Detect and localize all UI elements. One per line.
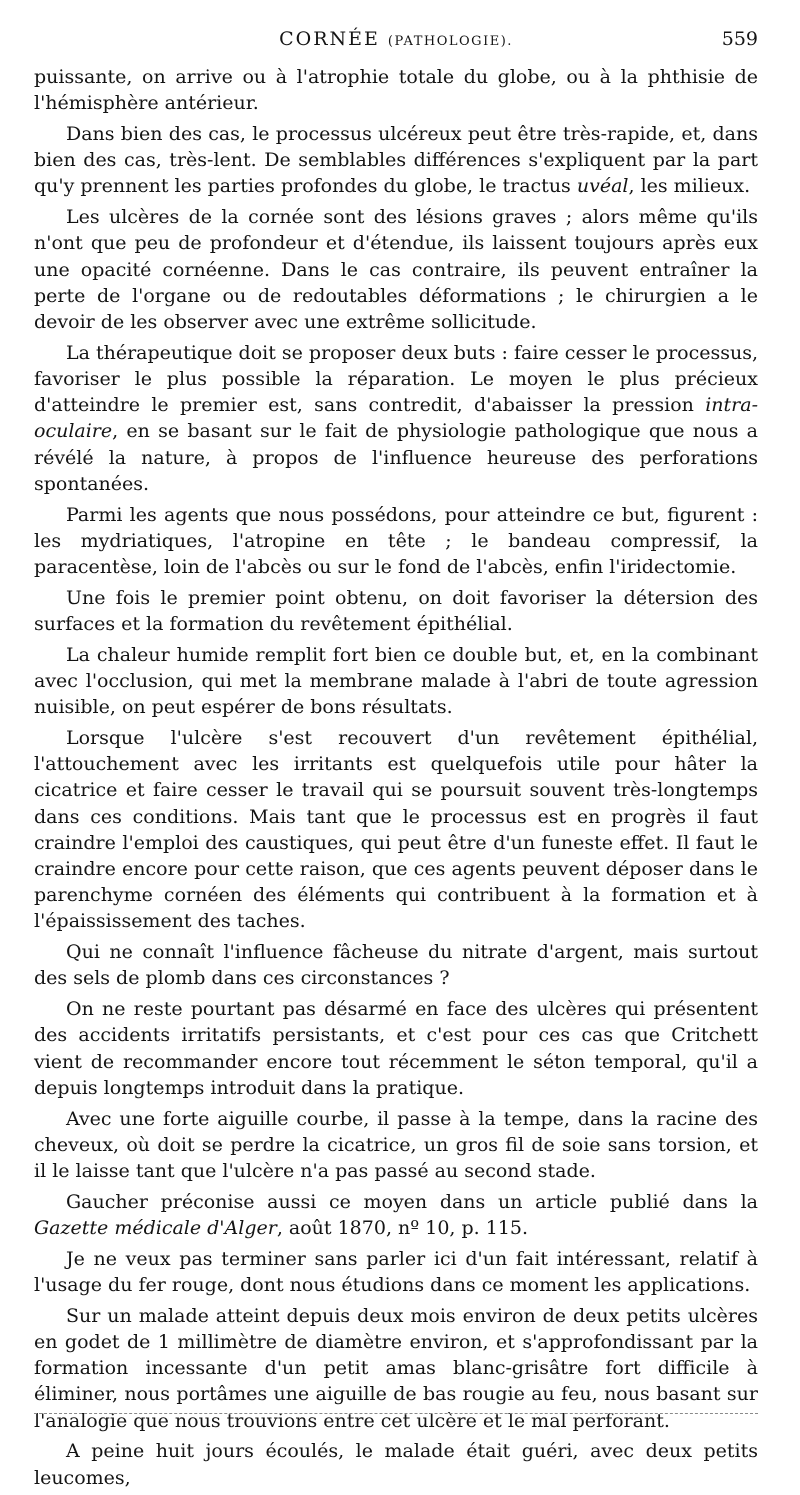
paragraph-text: puissante, on arrive ou à l'atrophie totale du globe, ou à la phthisie de l'hémisphère antérieur. bbox=[34, 66, 758, 115]
paragraph-text-after: , les milieux. bbox=[628, 175, 751, 198]
paragraph bbox=[34, 1189, 758, 1241]
paragraph-text: Dans bien des cas, le processus ulcéreux peut être très-rapide, et, dans bien des cas, très-lent. De semblables différences s'expliquent par la part qu'y prennent les parties profondes du globe, le tractus bbox=[34, 123, 758, 198]
paragraph bbox=[34, 64, 758, 116]
paragraph-text: Une fois le premier point obtenu, on doit favoriser la détersion des surfaces et la formation du revêtement épithélial. bbox=[34, 586, 758, 636]
paragraph bbox=[34, 585, 758, 637]
paragraph-text: On ne reste pourtant pas désarmé en face des ulcères qui présentent des accidents irritatifs persistants, et c'est pour ces cas que Critchett vient de recommander encore tout récemment le séton temporal, qu'il a depuis longtemps introduit dans la pratique. bbox=[34, 998, 758, 1099]
paragraph bbox=[34, 1246, 758, 1298]
italic-term: intra-oculaire bbox=[34, 394, 758, 443]
paragraph-text: Lorsque l'ulcère s'est recouvert d'un revêtement épithélial, l'attouchement avec les irritants est quelquefois utile pour hâter la cicatrice et faire cesser le travail qui se poursuit souvent très-longtemps dans ces conditions. Mais tant que le processus est en progrès il faut craindre l'emploi des caustiques, qui peut être d'un funeste effet. Il faut le craindre encore pour cette raison, que ces agents peuvent déposer dans le parenchyme cornéen des éléments qui contribuent à la formation et à l'épaississement des taches. bbox=[34, 727, 758, 933]
paragraph bbox=[34, 1303, 758, 1434]
page-number: 559 bbox=[721, 28, 758, 50]
body-text bbox=[34, 64, 758, 1495]
italic-journal-title: Gazette médicale d'Alger bbox=[34, 1217, 277, 1240]
paragraph-text: Parmi les agents que nous possédons, pour atteindre ce but, figurent : les mydriatiques, l'atropine en tête ; le bandeau compressif, la paracentèse, loin de l'abcès ou sur le fond de l'abcès, enfin l'iridectomie. bbox=[34, 503, 758, 579]
paragraph bbox=[34, 1438, 758, 1490]
header-subtitle: (PATHOLOGIE). bbox=[387, 34, 513, 49]
header-title: CORNÉE bbox=[279, 28, 380, 50]
paragraph-text: La thérapeutique doit se proposer deux buts : faire cesser le processus, favoriser le plus possible la réparation. Le moyen le plus précieux d'atteindre le premier est, sans contredit, d'abaisser la pression bbox=[34, 341, 759, 417]
paragraph-text: Avec une forte aiguille courbe, il passe à la tempe, dans la racine des cheveux, où doit se perdre la cicatrice, un gros fil de soie sans torsion, et il le laisse tant que l'ulcère n'a pas passé au second stade. bbox=[34, 1107, 758, 1183]
running-header bbox=[34, 28, 758, 56]
paragraph bbox=[34, 204, 758, 335]
paragraph-text: Gaucher préconise aussi ce moyen dans un article publié dans la bbox=[66, 1190, 758, 1213]
paragraph bbox=[34, 340, 758, 497]
italic-term: uvéal bbox=[576, 175, 629, 198]
footer-dashed-rule bbox=[34, 1413, 758, 1414]
paragraph-text: Les ulcères de la cornée sont des lésions graves ; alors même qu'ils n'ont que peu de profondeur et d'étendue, ils laissent toujours après eux une opacité cornéenne. Dans le cas contraire, ils peuvent entraîner la perte de l'organe ou de redoutables déformations ; le chirurgien a le devoir de les observer avec une extrême sollicitude. bbox=[34, 206, 758, 334]
paragraph bbox=[34, 121, 758, 200]
paragraph-text: Je ne veux pas terminer sans parler ici d'un fait intéressant, relatif à l'usage du fer rouge, dont nous étudions dans ce moment les applications. bbox=[34, 1247, 758, 1297]
paragraph bbox=[34, 1106, 758, 1185]
paragraph bbox=[34, 502, 758, 581]
paragraph-text: A peine huit jours écoulés, le malade était guéri, avec deux petits leucomes, bbox=[34, 1440, 758, 1489]
paragraph bbox=[34, 996, 758, 1101]
paragraph-text-after: , août 1870, nº 10, p. 115. bbox=[276, 1217, 529, 1240]
paragraph-text-after: , en se basant sur le fait de physiologie pathologique que nous a révélé la nature, à propos de l'influence heureuse des perforations spontanées. bbox=[34, 420, 758, 495]
paragraph bbox=[34, 725, 758, 935]
running-title bbox=[34, 28, 758, 50]
paragraph-text: Qui ne connaît l'influence fâcheuse du nitrate d'argent, mais surtout des sels de plomb dans ces circonstances ? bbox=[34, 941, 758, 990]
paragraph-text: La chaleur humide remplit fort bien ce double but, et, en la combinant avec l'occlusion, qui met la membrane malade à l'abri de toute agression nuisible, on peut espérer de bons résultats. bbox=[34, 643, 758, 719]
paragraph-text: Sur un malade atteint depuis deux mois environ de deux petits ulcères en godet de 1 millimètre de diamètre environ, et s'approfondissant par la formation incessante d'un petit amas blanc-grisâtre fort difficile à éliminer, nous portâmes une aiguille de bas rougie au feu, nous basant sur l'analogie que nous trouvions entre cet ulcère et le mal perforant. bbox=[34, 1304, 758, 1432]
paragraph bbox=[34, 642, 758, 721]
paragraph bbox=[34, 939, 758, 991]
